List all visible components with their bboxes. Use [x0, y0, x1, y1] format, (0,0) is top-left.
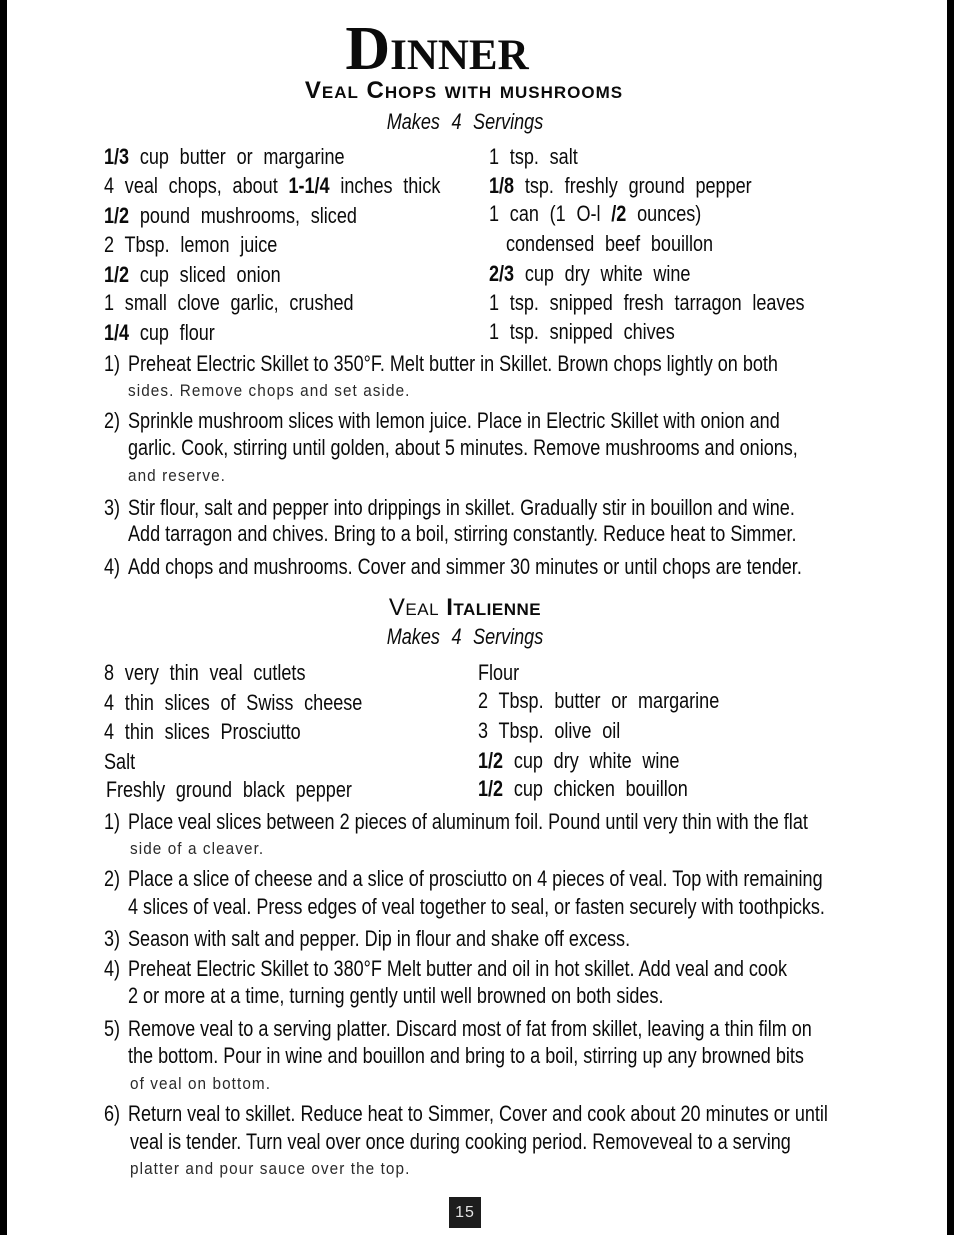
ingredient-item [489, 201, 701, 227]
ingredient-quantity: 3 [478, 718, 489, 743]
page-edge-right [947, 0, 954, 1235]
ingredient-quantity: 4 [104, 719, 115, 744]
section-title: Dinner [345, 15, 529, 83]
recipe-yield: Makes 4 Servings [386, 109, 544, 134]
step-number: 1) [104, 809, 121, 834]
ingredient-quantity: 4 [104, 173, 115, 198]
ingredient-text: tsp. snipped chives [509, 319, 675, 344]
step-number: 6) [104, 1101, 121, 1126]
step-number: 5) [104, 1016, 121, 1041]
step-line: Remove veal to a serving platter. Discard most of fat from skillet, leaving a thin film on [128, 1016, 812, 1041]
step-line: Return veal to skillet. Reduce heat to Simmer, Cover and cook about 20 minutes or until [128, 1101, 828, 1126]
step-number: 2) [104, 408, 121, 433]
ingredient-quantity: 1/2 [104, 262, 130, 287]
ingredient-text: tsp. snipped fresh tarragon leaves [509, 290, 805, 315]
page-number: 15 [449, 1197, 481, 1228]
ingredient-item [489, 319, 675, 345]
ingredient-item [104, 262, 281, 288]
ingredient-item [104, 173, 440, 199]
ingredient-text: Flour [478, 660, 520, 685]
ingredient-item [104, 749, 135, 775]
ingredient-size: 1-1/4 [288, 173, 330, 198]
ingredient-quantity: 4 [104, 690, 115, 715]
ingredient-quantity: 1/3 [104, 144, 130, 169]
step-line: Add chops and mushrooms. Cover and simmer 30 minutes or until chops are tender. [128, 554, 802, 579]
ingredient-item [478, 688, 719, 714]
step-number: 4) [104, 554, 121, 579]
ingredient-text: can (1 O-l [509, 201, 601, 226]
recipe-title-word: Italienne [446, 594, 542, 621]
ingredient-text: veal chops, about [124, 173, 278, 198]
step-line: Place veal slices between 2 pieces of aluminum foil. Pound until very thin with the flat [128, 809, 808, 834]
ingredient-text: tsp. salt [509, 144, 578, 169]
step-number: 1) [104, 351, 121, 376]
ingredient-item [478, 776, 688, 802]
ingredient-quantity: 8 [104, 660, 115, 685]
ingredient-quantity: 1 [489, 201, 500, 226]
step-line: Add tarragon and chives. Bring to a boil, stirring constantly. Reduce heat to Simmer. [128, 521, 797, 546]
recipe-yield: Makes 4 Servings [386, 624, 544, 649]
step-line: veal is tender. Turn veal over once during cooking period. Removeveal to a serving [130, 1129, 791, 1154]
ingredient-item [104, 690, 362, 716]
ingredient-text: Tbsp. lemon juice [124, 232, 278, 257]
recipe-title: Veal Chops with mushrooms [304, 77, 624, 104]
ingredient-item [104, 290, 354, 316]
ingredient-text: pound mushrooms, sliced [139, 203, 357, 228]
ingredient-text: Tbsp. butter or margarine [498, 688, 720, 713]
ingredient-quantity: 1/2 [478, 748, 504, 773]
ingredient-text: Salt [104, 749, 136, 774]
ingredient-text-rest: inches thick [340, 173, 441, 198]
ingredient-quantity: 1/4 [104, 320, 130, 345]
ingredient-item [489, 261, 690, 287]
ingredient-quantity: 1 [489, 319, 500, 344]
step-line: of veal on bottom. [130, 1074, 272, 1093]
ingredient-quantity: 2 [104, 232, 115, 257]
ingredient-item [104, 203, 357, 229]
step-line: 2 or more at a time, turning gently until well browned on both sides. [128, 983, 664, 1008]
ingredient-text: Freshly ground black pepper [106, 777, 352, 802]
ingredient-text: cup dry white wine [524, 261, 691, 286]
step-line: garlic. Cook, stirring until golden, about 5 minutes. Remove mushrooms and onions, [128, 435, 798, 460]
step-line: the bottom. Pour in wine and bouillon and bring to a boil, stirring up any browned bits [128, 1043, 804, 1068]
ingredient-quantity: 1/2 [478, 776, 504, 801]
ingredient-quantity: 2 [478, 688, 489, 713]
ingredient-item [104, 144, 345, 170]
ingredient-text-rest: ounces) [637, 201, 702, 226]
ingredient-text: Tbsp. olive oil [498, 718, 621, 743]
ingredient-text: condensed beef bouillon [506, 231, 714, 256]
ingredient-item [478, 660, 519, 686]
ingredient-item [478, 718, 620, 744]
ingredient-quantity: 2/3 [489, 261, 515, 286]
step-line: Season with salt and pepper. Dip in flour and shake off excess. [128, 926, 631, 951]
ingredient-text: cup chicken bouillon [513, 776, 688, 801]
ingredient-text: tsp. freshly ground pepper [524, 173, 752, 198]
ingredient-text: cup dry white wine [513, 748, 680, 773]
ingredient-text: very thin veal cutlets [124, 660, 306, 685]
ingredient-quantity: 1 [489, 290, 500, 315]
step-line: Preheat Electric Skillet to 350°F. Melt butter in Skillet. Brown chops lightly on both [128, 351, 778, 376]
ingredient-item [106, 777, 352, 803]
step-number: 4) [104, 956, 121, 981]
ingredient-quantity: 1 [104, 290, 115, 315]
ingredient-size: /2 [611, 201, 627, 226]
recipe-title-word: Veal [388, 594, 440, 621]
step-line: Place a slice of cheese and a slice of prosciutto on 4 pieces of veal. Top with remaining [128, 866, 823, 891]
ingredient-item [104, 320, 215, 346]
step-line: Preheat Electric Skillet to 380°F Melt butter and oil in hot skillet. Add veal and cook [128, 956, 788, 981]
ingredient-item [104, 660, 305, 686]
ingredient-item [506, 231, 713, 257]
ingredient-quantity: 1/8 [489, 173, 515, 198]
step-line: Sprinkle mushroom slices with lemon juice. Place in Electric Skillet with onion and [128, 408, 780, 433]
ingredient-item [478, 748, 679, 774]
step-line: Stir flour, salt and pepper into drippings in skillet. Gradually stir in bouillon and wine. [128, 495, 795, 520]
step-number: 2) [104, 866, 121, 891]
step-line: 4 slices of veal. Press edges of veal together to seal, or fasten securely with toothpicks. [128, 894, 825, 919]
step-line: side of a cleaver. [130, 839, 265, 858]
step-line: platter and pour sauce over the top. [130, 1159, 411, 1178]
ingredient-text: cup butter or margarine [139, 144, 345, 169]
step-line: and reserve. [128, 466, 227, 485]
page-edge-left [0, 0, 7, 1235]
ingredient-item [104, 719, 301, 745]
ingredient-text: cup flour [139, 320, 215, 345]
step-line: sides. Remove chops and set aside. [128, 381, 411, 400]
ingredient-item [489, 290, 805, 316]
ingredient-text: small clove garlic, crushed [124, 290, 354, 315]
ingredient-item [104, 232, 277, 258]
step-number: 3) [104, 926, 121, 951]
ingredient-quantity: 1/2 [104, 203, 130, 228]
ingredient-text: thin slices Prosciutto [124, 719, 301, 744]
ingredient-text: cup sliced onion [139, 262, 281, 287]
ingredient-quantity: 1 [489, 144, 500, 169]
ingredient-text: thin slices of Swiss cheese [124, 690, 363, 715]
ingredient-item [489, 173, 752, 199]
ingredient-item [489, 144, 578, 170]
recipe-title [315, 596, 615, 620]
step-number: 3) [104, 495, 121, 520]
